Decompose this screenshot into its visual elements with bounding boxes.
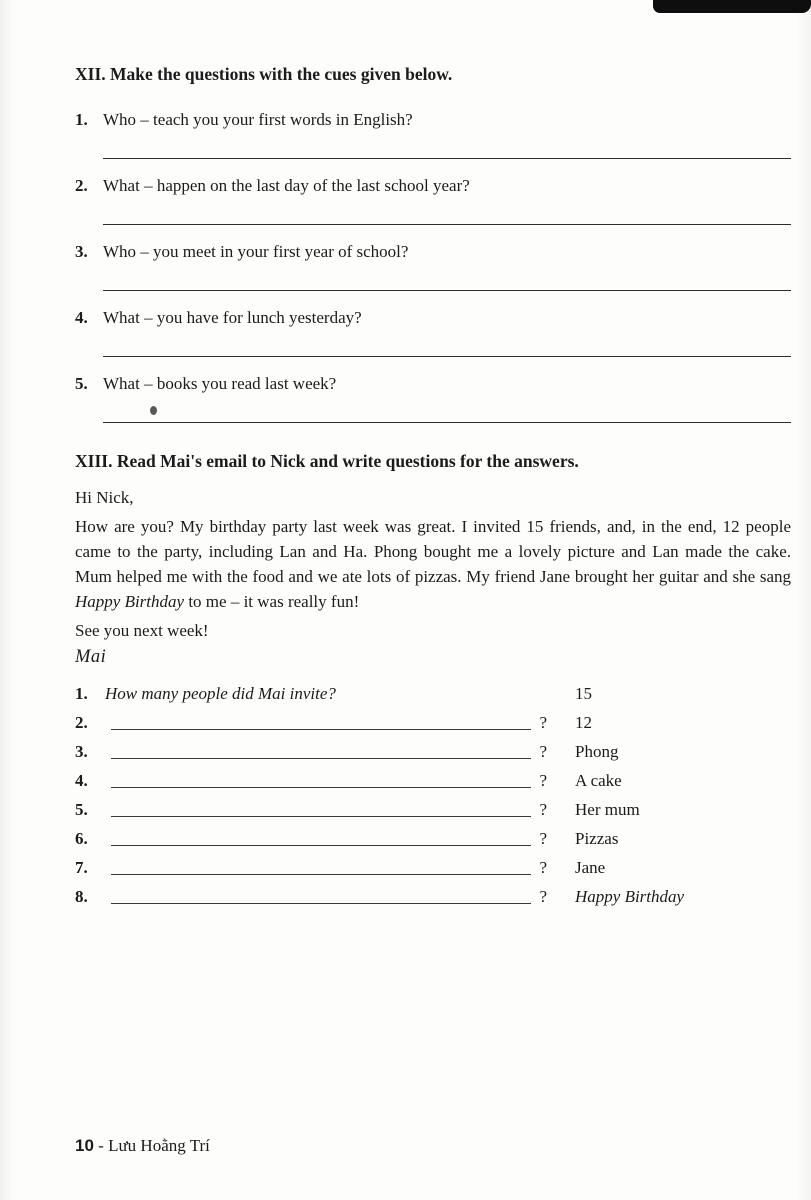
answer-blank-line	[103, 158, 791, 159]
question-number: 3.	[75, 242, 88, 261]
qa-row	[75, 800, 791, 820]
qa-answer: 15	[575, 684, 592, 703]
email-body-text: How are you? My birthday party last week was great. I invited 15 friends, and, in the end, 12 people came to the party, including Lan and Ha. Phong bought me a lovely picture and Lan made the cake. Mum helped me with the food and we ate lots of pizzas. My friend Jane brought her guitar and she sang	[75, 517, 791, 586]
question-text: What – happen on the last day of the last school year?	[103, 176, 470, 195]
question-mark: ?	[539, 800, 547, 819]
qa-number: 1.	[75, 684, 88, 703]
question-number: 2.	[75, 176, 88, 195]
qa-row	[75, 771, 791, 791]
qa-number: 4.	[75, 771, 88, 790]
question-row	[75, 108, 791, 131]
question-mark: ?	[539, 771, 547, 790]
qa-answer: Her mum	[575, 800, 640, 819]
email-body	[75, 514, 791, 614]
footer-page-number: 10	[75, 1136, 94, 1155]
question-row	[75, 174, 791, 197]
qa-left-column	[75, 800, 575, 820]
question-blank-line	[111, 771, 531, 788]
email-greeting: Hi Nick,	[75, 488, 134, 507]
footer-author: - Lưu Hoằng Trí	[93, 1136, 210, 1155]
qa-left-column	[75, 829, 575, 849]
question-text: What – you have for lunch yesterday?	[103, 308, 362, 327]
section-xiii-title: XIII. Read Mai's email to Nick and write questions for the answers.	[75, 451, 579, 471]
question-text: What – books you read last week?	[103, 374, 337, 393]
qa-left-column	[75, 742, 575, 762]
question-text: Who – you meet in your first year of school?	[103, 242, 409, 261]
qa-answer: Jane	[575, 858, 606, 877]
answer-blank-line	[103, 290, 791, 291]
email-body-italic-phrase: Happy Birthday	[75, 592, 185, 611]
qa-answer: Happy Birthday	[575, 887, 685, 906]
qa-row	[75, 887, 791, 907]
qa-left-column	[75, 713, 575, 733]
section-xii	[75, 64, 791, 423]
question-mark: ?	[539, 742, 547, 761]
qa-number: 5.	[75, 800, 88, 819]
page-footer	[75, 1136, 210, 1156]
answer-blank-line	[103, 422, 791, 423]
section-xii-title: XII. Make the questions with the cues given below.	[75, 64, 453, 84]
question-blank-line	[111, 800, 531, 817]
page-content	[75, 0, 791, 907]
qa-number: 6.	[75, 829, 88, 848]
question-number: 5.	[75, 374, 88, 393]
answer-blank-line	[103, 224, 791, 225]
qa-left-column	[75, 684, 575, 704]
question-row	[75, 240, 791, 263]
question-mark: ?	[539, 858, 547, 877]
qa-answer: A cake	[575, 771, 622, 790]
qa-row	[75, 742, 791, 762]
question-blank-line	[111, 858, 531, 875]
email-closing: See you next week!	[75, 621, 209, 640]
qa-number: 7.	[75, 858, 88, 877]
qa-list	[75, 684, 791, 907]
question-number: 1.	[75, 110, 88, 129]
qa-answer: 12	[575, 713, 592, 732]
qa-number: 2.	[75, 713, 88, 732]
qa-row	[75, 684, 791, 704]
qa-number: 8.	[75, 887, 88, 906]
email-body-text: to me – it was really fun!	[184, 592, 360, 611]
question-blank-line	[111, 829, 531, 846]
qa-left-column	[75, 887, 575, 907]
section-xiii	[75, 451, 791, 907]
qa-answer: Phong	[575, 742, 619, 761]
email-signature: Mai	[75, 647, 107, 667]
question-blank-line	[111, 887, 531, 904]
question-blank-line	[111, 742, 531, 759]
qa-answer: Pizzas	[575, 829, 619, 848]
question-mark: ?	[539, 887, 547, 906]
question-row	[75, 306, 791, 329]
qa-row	[75, 858, 791, 878]
question-mark: ?	[539, 713, 547, 732]
question-text: Who – teach you your first words in English?	[103, 110, 413, 129]
answer-blank-line	[103, 356, 791, 357]
qa-left-column	[75, 771, 575, 791]
question-blank-line	[111, 713, 531, 730]
question-row	[75, 372, 791, 395]
qa-row	[75, 713, 791, 733]
question-number: 4.	[75, 308, 88, 327]
question-mark: ?	[539, 829, 547, 848]
qa-row	[75, 829, 791, 849]
qa-example-question: How many people did Mai invite?	[105, 684, 336, 703]
qa-number: 3.	[75, 742, 88, 761]
qa-left-column	[75, 858, 575, 878]
